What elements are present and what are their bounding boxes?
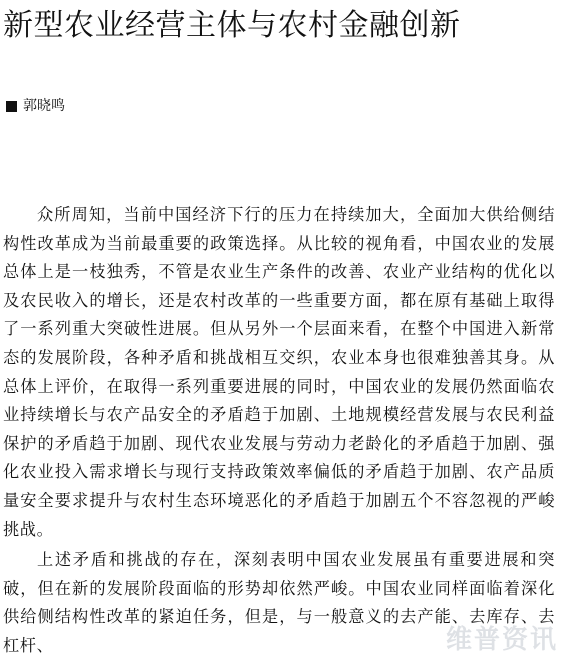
black-square-icon — [6, 101, 17, 112]
paragraph-2: 上述矛盾和挑战的存在，深刻表明中国农业发展虽有重要进展和突破，但在新的发展阶段面临的形势却依然严峻。中国农业同样面临着深化供给侧结构性改革的紧迫任务，但是，与一般意义的去产能、去库存、去杠杆、 — [3, 550, 555, 655]
paragraph-1: 众所周知，当前中国经济下行的压力在持续加大，全面加大供给侧结构性改革成为当前最重要的政策选择。从比较的视角看，中国农业的发展总体上是一枝独秀，不管是农业生产条件的改善、农业产业结构的优化以及农民收入的增长，还是农村改革的一些重要方面，都在原有基础上取得了一系列重大突破性进展。但从另外一个层面来看，在整个中国进入新常态的发展阶段，各种矛盾和挑战相互交织，农业本身也很难独善其身。从总体上评价，在取得一系列重要进展的同时，中国农业的发展仍然面临农业持续增长与农产品安全的矛盾趋于加剧、土地规模经营发展与农民利益保护的矛盾趋于加剧、现代农业发展与劳动力老龄化的矛盾趋于加剧、强化农业投入需求增长与现行支持政策效率偏低的矛盾趋于加剧、农产品质量安全要求提升与农村生态环境恶化的矛盾趋于加剧五个不容忽视的严峻挑战。 — [3, 205, 555, 539]
watermark: 维普资讯 — [445, 625, 558, 655]
author-name: 郭晓鸣 — [23, 98, 65, 114]
byline — [6, 97, 65, 115]
article-title: 新型农业经营主体与农村金融创新 — [3, 8, 461, 43]
article-body — [3, 201, 555, 658]
